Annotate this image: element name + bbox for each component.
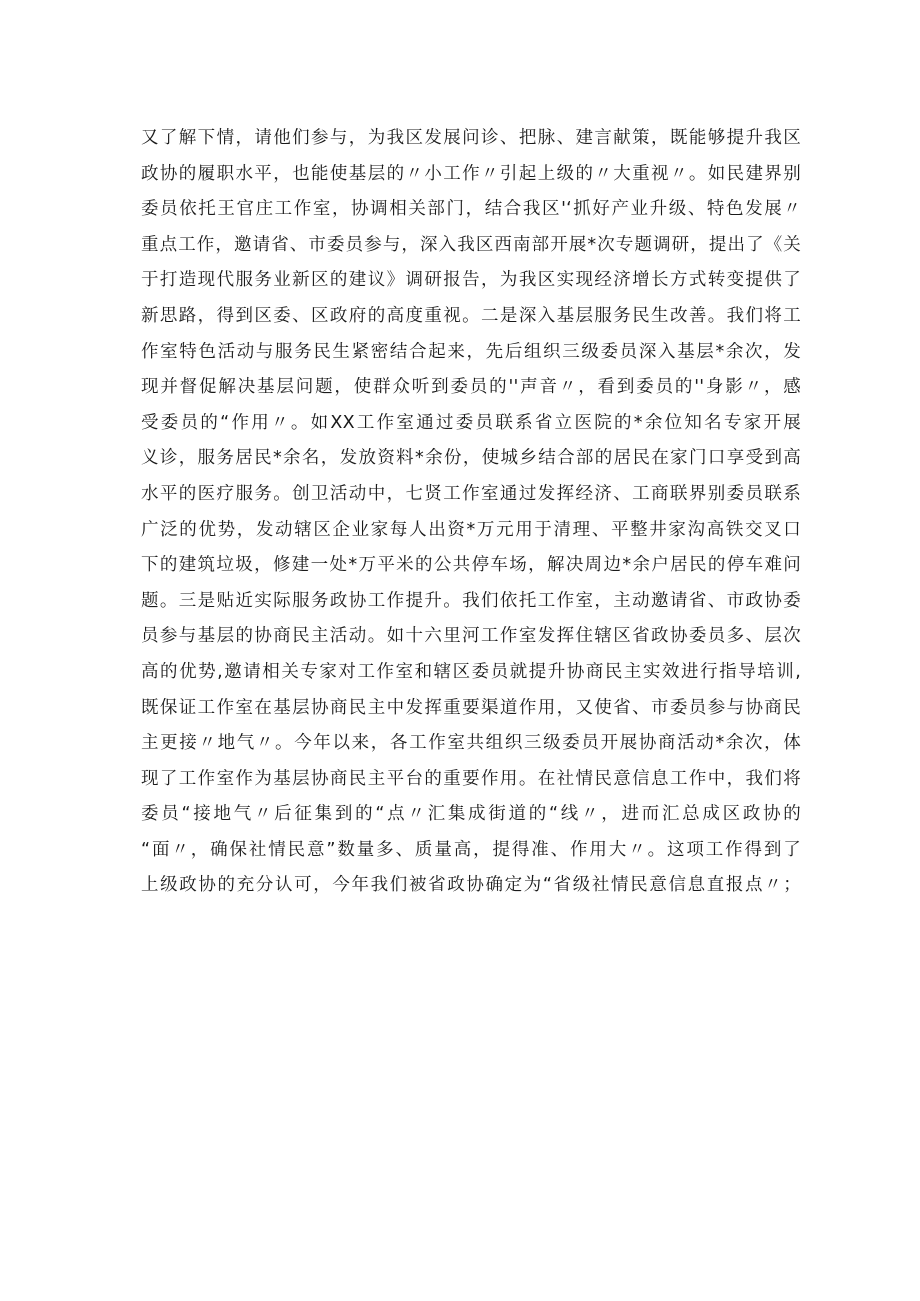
text-line: 委员依托王官庄工作室，协调相关部门，结合我区'‘抓好产业升级、特色发展〃	[141, 199, 801, 220]
text-line: 义诊，服务居民*余名，发放资料*余份，使城乡结合部的居民在家门口享受到高	[141, 448, 801, 469]
text-line: 现了工作室作为基层协商民主平台的重要作用。在社情民意信息工作中，我们将	[141, 768, 801, 789]
text-line: 水平的医疗服务。创卫活动中，七贤工作室通过发挥经济、工商联界别委员联系	[141, 483, 801, 504]
text-line: “面〃，确保社情民意”数量多、质量高，提得准、作用大〃。这项工作得到了	[141, 839, 801, 860]
text-line: 于打造现代服务业新区的建议》调研报告，为我区实现经济增长方式转变提供了	[141, 270, 801, 291]
text-line: 又了解下情，请他们参与，为我区发展问诊、把脉、建言献策，既能够提升我区	[141, 128, 801, 148]
text-line: 现并督促解决基层问题，使群众听到委员的''声音〃，看到委员的''身影〃，感	[141, 377, 801, 398]
text-line: 重点工作，邀请省、市委员参与，深入我区西南部开展*次专题调研，提出了《关	[141, 234, 801, 255]
text-line: 上级政协的充分认可，今年我们被省政协确定为“省级社情民意信息直报点〃；	[141, 875, 801, 896]
text-line: 高的优势,邀请相关专家对工作室和辖区委员就提升协商民主实效进行指导培训,	[141, 661, 801, 682]
text-line: 主更接〃地气〃。今年以来，各工作室共组织三级委员开展协商活动*余次，体	[141, 733, 801, 754]
text-line: 作室特色活动与服务民生紧密结合起来，先后组织三级委员深入基层*余次，发	[141, 341, 801, 362]
text-line: 下的建筑垃圾，修建一处*万平米的公共停车场，解决周边*余户居民的停车难问	[141, 555, 801, 576]
text-line: 既保证工作室在基层协商民主中发挥重要渠道作用，又使省、市委员参与协商民	[141, 697, 801, 718]
text-line: 广泛的优势，发动辖区企业家每人出资*万元用于清理、平整井家沟高铁交叉口	[141, 519, 801, 540]
text-line: 委员“接地气〃后征集到的“点〃汇集成街道的“线〃，进而汇总成区政协的	[141, 804, 801, 825]
text-line: 新思路，得到区委、区政府的高度重视。二是深入基层服务民生改善。我们将工	[141, 305, 801, 326]
text-line: 题。三是贴近实际服务政协工作提升。我们依托工作室，主动邀请省、市政协委	[141, 590, 801, 611]
text-line: 员参与基层的协商民主活动。如十六里河工作室发挥住辖区省政协委员多、层次	[141, 626, 801, 647]
text-line: 受委员的“作用〃。如XX工作室通过委员联系省立医院的*余位知名专家开展	[141, 412, 801, 433]
body-text	[141, 121, 801, 904]
text-line: 政协的履职水平，也能使基层的〃小工作〃引起上级的〃大重视〃。如民建界别	[141, 163, 801, 184]
